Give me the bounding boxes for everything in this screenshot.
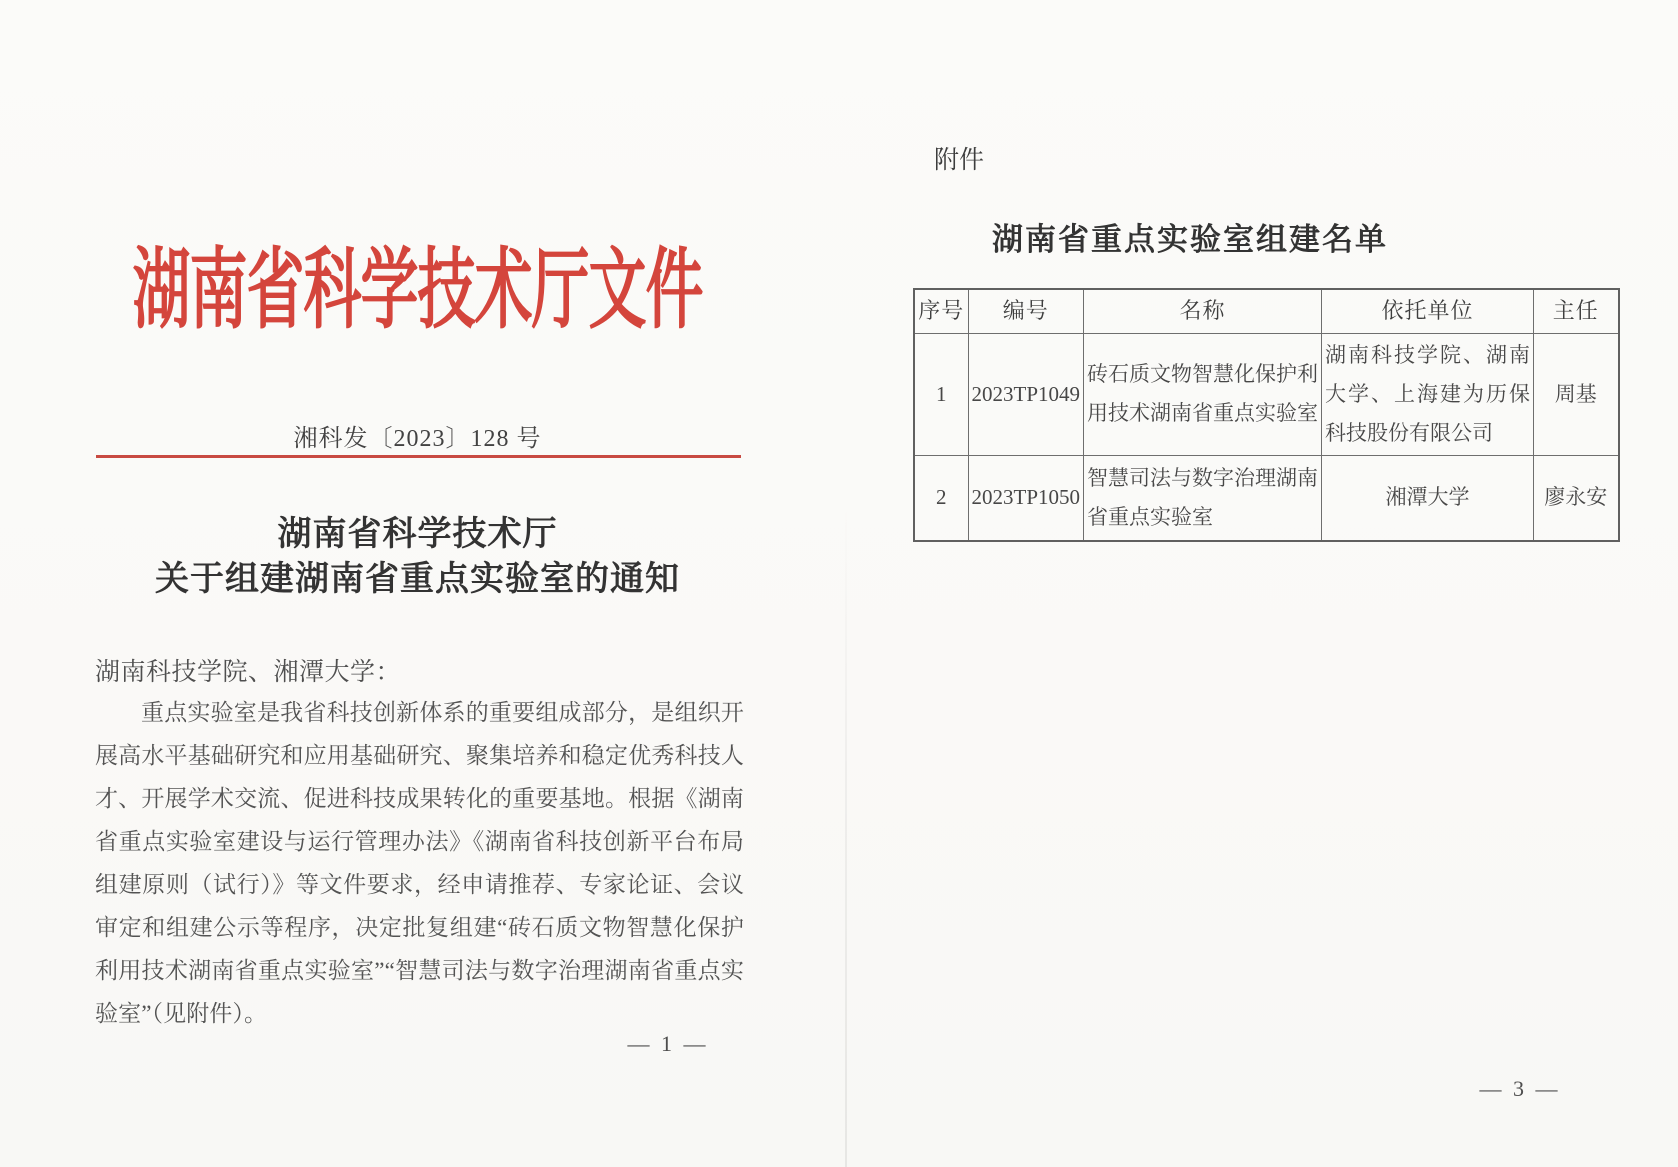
table-row — [914, 455, 1619, 541]
table-cell-index: 1 — [914, 333, 968, 455]
agency-masthead — [60, 226, 775, 338]
salutation: 湖南科技学院、湘潭大学： — [95, 659, 402, 686]
table-cell-name: 智慧司法与数字治理湖南省重点实验室 — [1084, 455, 1322, 541]
table-header-code: 编号 — [968, 289, 1084, 333]
document-title-line1: 湖南省科学技术厅 — [277, 516, 558, 553]
document-title-line2: 关于组建湖南省重点实验室的通知 — [155, 561, 680, 598]
attachment-table-title: 湖南省重点实验室组建名单 — [992, 222, 1388, 257]
page-number-right: — 3 — — [1479, 1076, 1561, 1101]
key-lab-table — [913, 288, 1620, 542]
table-header-name: 名称 — [1084, 289, 1322, 333]
attachment-label: 附件 — [934, 146, 985, 174]
body-paragraph: 重点实验室是我省科技创新体系的重要组成部分，是组织开展高水平基础研究和应用基础研究、聚集培养和稳定优秀科技人才、开展学术交流、促进科技成果转化的重要基地。根据《湖南省重点实验室建设与运行管理办法》《湖南省科技创新平台布局组建原则（试行）》等文件要求，经申请推荐、专家论证、会议审定和组建公示等程序，决定批复组建“砖石质文物智慧化保护利用技术湖南省重点实验室”“智慧司法与数字治理湖南省重点实验室”（见附件）。 — [95, 700, 744, 1026]
table-cell-code: 2023TP1049 — [968, 333, 1084, 455]
table-header-row — [914, 289, 1619, 333]
table-cell-host-unit: 湖南科技学院、湖南大学、上海建为历保科技股份有限公司 — [1322, 333, 1534, 455]
table-header-host-unit: 依托单位 — [1322, 289, 1534, 333]
table-cell-name: 砖石质文物智慧化保护利用技术湖南省重点实验室 — [1084, 333, 1322, 455]
table-header-director: 主任 — [1534, 289, 1619, 333]
table-cell-index: 2 — [914, 455, 968, 541]
table-cell-director: 廖永安 — [1534, 455, 1619, 541]
table-row — [914, 333, 1619, 455]
table-cell-host-unit: 湘潭大学 — [1322, 455, 1534, 541]
table-header-index: 序号 — [914, 289, 968, 333]
document-number: 湘科发〔2023〕128 号 — [293, 426, 542, 452]
page-fold-line — [845, 500, 847, 1167]
table-cell-code: 2023TP1050 — [968, 455, 1084, 541]
table-cell-director: 周基 — [1534, 333, 1619, 455]
page-number-left: — 1 — — [627, 1031, 709, 1056]
agency-masthead-text: 湖南省科学技术厅文件 — [132, 240, 703, 340]
document-title — [60, 512, 775, 602]
red-rule-divider — [96, 455, 741, 458]
